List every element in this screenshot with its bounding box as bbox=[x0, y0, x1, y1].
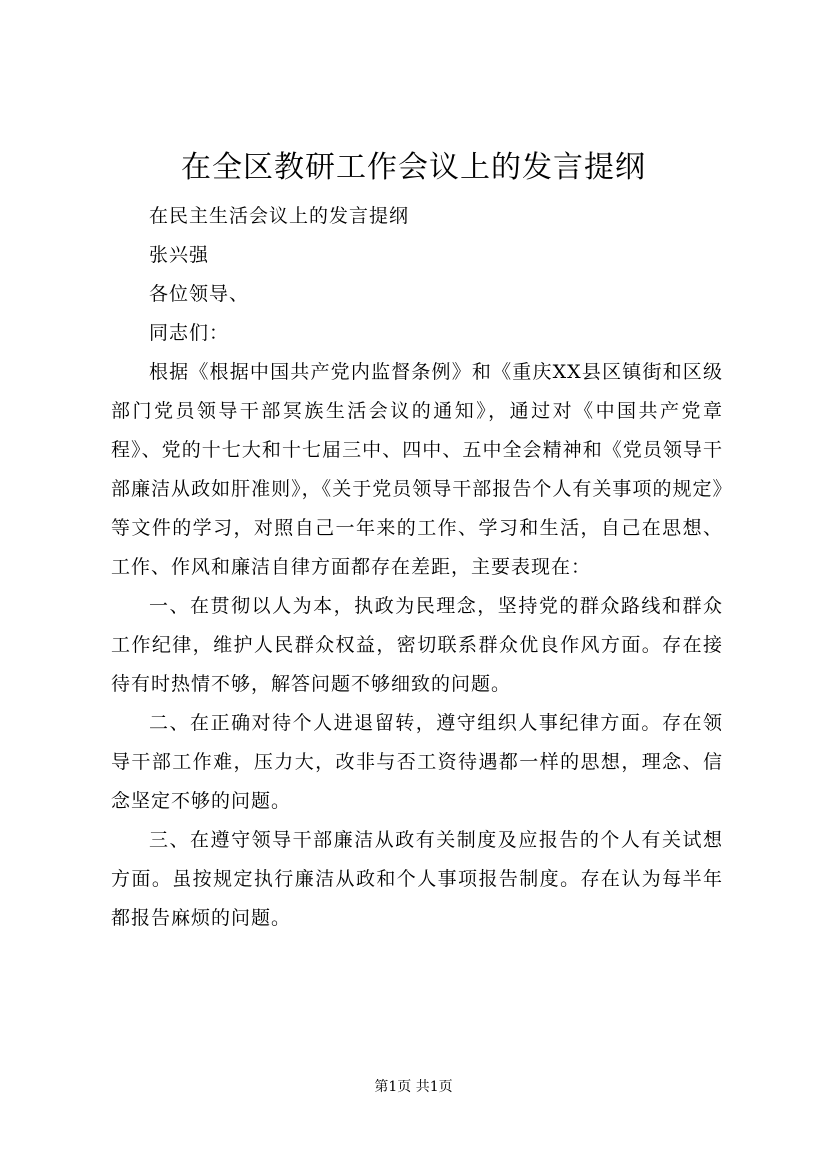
document-title: 在全区教研工作会议上的发言提纲 bbox=[181, 150, 646, 185]
author-paragraph: 张兴强 bbox=[149, 244, 210, 266]
page-footer: 第1页 共1页 bbox=[374, 1079, 453, 1095]
salutation-paragraph: 各位领导、 bbox=[149, 283, 250, 305]
point-one-paragraph: 一、在贯彻以人为本，执政为民理念，坚持党的群众路线和群众工作纪律，维护人民群众权益，密切联系群众优良作风方面。存在接待有时热情不够，解答问题不够细致的问题。 bbox=[111, 595, 723, 695]
intro-paragraph: 根据《根据中国共产党内监督条例》和《重庆XX县区镇街和区级部门党员领导干部冥族生活会议的通知》，通过对《中国共产党章程》、党的十七大和十七届三中、四中、五中全会精神和《党员领导干部廉洁从政如肝准则》，《关于党员领导干部报告个人有关事项的规定》等文件的学习，对照自己一年来的工作、学习和生活，自己在思想、工作、作风和廉洁自律方面都存在差距，主要表现在： bbox=[111, 361, 723, 578]
document-body bbox=[111, 197, 723, 938]
point-two-paragraph: 二、在正确对待个人进退留转，遵守组织人事纪律方面。存在领导干部工作难，压力大，改非与否工资待遇都一样的思想，理念、信念坚定不够的问题。 bbox=[111, 712, 723, 812]
subtitle-paragraph: 在民主生活会议上的发言提纲 bbox=[149, 205, 410, 227]
point-three-paragraph: 三、在遵守领导干部廉洁从政有关制度及应报告的个人有关试想方面。虽按规定执行廉洁从政和个人事项报告制度。存在认为每半年都报告麻烦的问题。 bbox=[111, 829, 723, 929]
salutation-paragraph-2: 同志们： bbox=[149, 322, 230, 344]
